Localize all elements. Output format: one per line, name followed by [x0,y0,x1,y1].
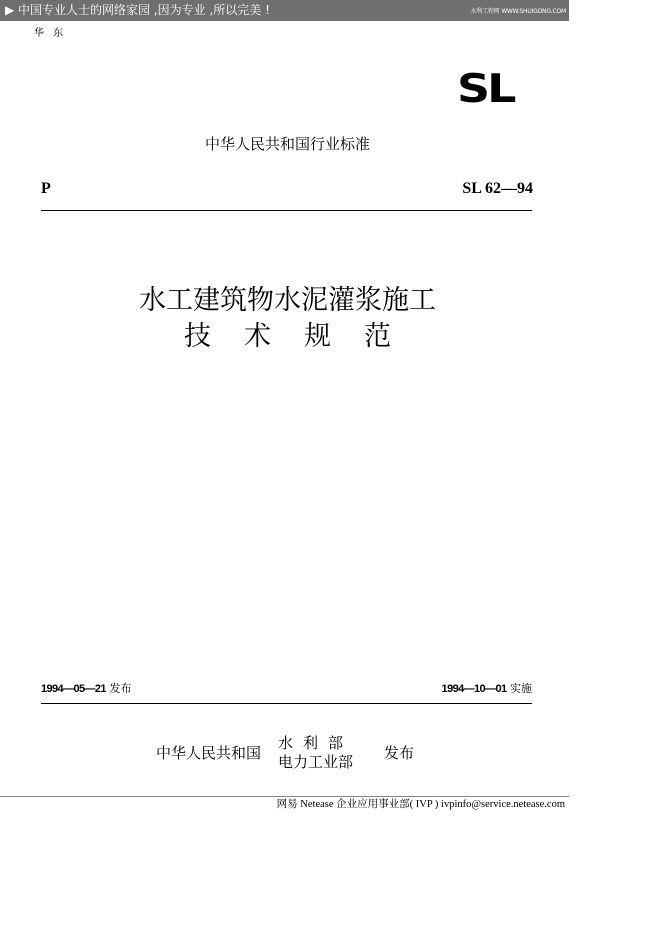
sub-note: 华 东 [34,28,67,39]
standard-code: SL 62—94 [462,180,533,197]
publisher-block [0,732,662,772]
document-title-line1: 水工建筑物水泥灌浆施工 [139,285,436,316]
publisher-action: 发布 [384,744,415,762]
page-footer: 网易 Netease 企业应用事业部( IVP ) ivpinfo@service.netease.com [276,799,565,810]
banner-site[interactable]: 水利工程网 WWW.SHUIGONG.COM [470,8,566,15]
implement-date-label: 实施 [510,682,532,695]
implement-date-value: 1994—10—01 [441,683,507,695]
issue-date-value: 1994—05—21 [41,683,106,695]
top-banner [0,0,569,21]
standard-title: 中华人民共和国行业标准 [204,135,370,153]
banner-slogan: ▶ 中国专业人士的网络家园 ,因为专业 ,所以完美 ! [5,3,270,17]
header-rule [41,210,532,211]
document-title-line2: 技术规范 [184,321,424,352]
issue-date-label: 发布 [109,682,132,695]
publisher-country: 中华人民共和国 [156,744,262,762]
issue-date [41,680,131,696]
classification-code: P [41,180,51,197]
implement-date [442,680,532,696]
footer-rule-top [41,703,532,704]
sl-logo: SL [457,65,514,112]
publisher-ministry-water: 水利部 [278,734,354,752]
publisher-ministry-power: 电力工业部 [278,753,354,771]
